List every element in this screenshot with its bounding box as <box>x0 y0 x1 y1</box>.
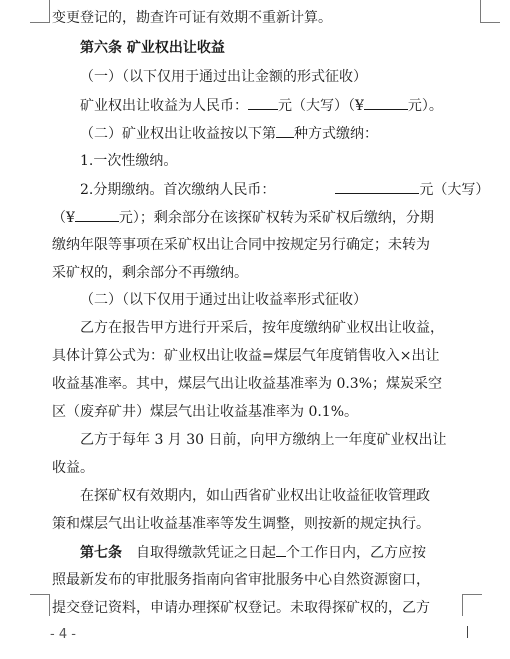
doc-line-15: 区（废弃矿井）煤层气出让收益基准率为 0.1%。 <box>52 404 359 420</box>
doc-line-14: 收益基准率。其中，煤层气出让收益基准率为 0.3%；煤炭采空 <box>52 376 443 392</box>
doc-line-17: 收益。 <box>52 460 94 476</box>
article-7-text-a: 自取得缴款凭证之日起 <box>136 545 276 561</box>
doc-line-21: 照最新发布的审批服务指南向省审批服务中心自然资源窗口， <box>52 572 430 588</box>
crop-mark-bottom-right-h <box>462 594 482 595</box>
crop-mark-top-left-v <box>49 0 50 22</box>
crop-mark-bottom-right-v <box>462 594 463 616</box>
doc-line-19: 策和煤层气出让收益基准率等发生调整，则按新的规定执行。 <box>52 516 430 532</box>
option-2-cont-text: 元）；剩余部分在该探矿权转为采矿权后缴纳，分期 <box>118 210 434 226</box>
payment-method-blank[interactable] <box>276 125 294 138</box>
doc-line-1: 变更登记的，勘查许可证有效期不重新计算。 <box>52 10 332 26</box>
doc-line-13: 具体计算公式为：矿业权出让收益=煤层气年度销售收入×出让 <box>52 348 440 364</box>
workdays-blank[interactable] <box>276 544 286 557</box>
yen-label: （¥ <box>52 210 75 226</box>
doc-line-10: 采矿权的，剩余部分不再缴纳。 <box>52 265 248 281</box>
first-payment-caps: 元（大写） <box>419 182 490 198</box>
article-7-text-b: 个工作日内，乙方应按 <box>286 545 426 561</box>
amount-line <box>80 97 443 114</box>
article-6-heading: 第六条 矿业权出让收益 <box>80 40 225 56</box>
article-7-heading: 第七条 <box>80 545 122 561</box>
amount-yuan-blank[interactable] <box>364 97 408 110</box>
payment-method-line <box>80 125 378 142</box>
crop-mark-top-right-v <box>480 0 481 22</box>
text-cursor <box>467 626 468 638</box>
crop-mark-top-left-h <box>30 22 50 23</box>
amount-end: 元）。 <box>407 98 443 114</box>
amount-blank[interactable] <box>248 97 278 110</box>
option-1-line: 1.一次性缴纳。 <box>80 153 178 169</box>
payment-method-end: 种方式缴纳： <box>294 126 378 142</box>
doc-line-12: 乙方在报告甲方进行开采后，按年度缴纳矿业权出让收益， <box>80 320 444 336</box>
doc-line-16: 乙方于每年 3 月 30 日前，向甲方缴纳上一年度矿业权出让 <box>80 432 447 448</box>
doc-line-22: 提交登记资料，申请办理探矿权登记。未取得探矿权的，乙方 <box>52 600 430 616</box>
first-payment-yuan-blank[interactable] <box>75 209 119 222</box>
amount-caps-label: 元（大写）（¥ <box>278 98 364 114</box>
option-2-cont-line <box>52 209 434 226</box>
option-2-line <box>80 181 489 198</box>
option-2-label: 2.分期缴纳。首次缴纳人民币： <box>80 182 276 198</box>
doc-line-9: 缴纳年限等事项在采矿权出让合同中按规定另行确定；未转为 <box>52 237 430 253</box>
crop-mark-bottom-left-h <box>30 594 50 595</box>
first-payment-blank[interactable] <box>335 181 419 194</box>
crop-mark-bottom-left-v <box>49 594 50 616</box>
article-7-line <box>80 544 426 561</box>
amount-label: 矿业权出让收益为人民币： <box>80 98 248 114</box>
page-number: - 4 - <box>50 627 76 642</box>
doc-line-18: 在探矿权有效期内，如山西省矿业权出让收益征收管理政 <box>80 488 430 504</box>
section-2-heading: （二）（以下仅用于通过出让收益率形式征收） <box>80 292 367 308</box>
crop-mark-top-right-h <box>480 22 500 23</box>
section-1-heading: （一）（以下仅用于通过出让金额的形式征收） <box>80 69 367 85</box>
payment-method-label: （二）矿业权出让收益按以下第 <box>80 126 276 142</box>
